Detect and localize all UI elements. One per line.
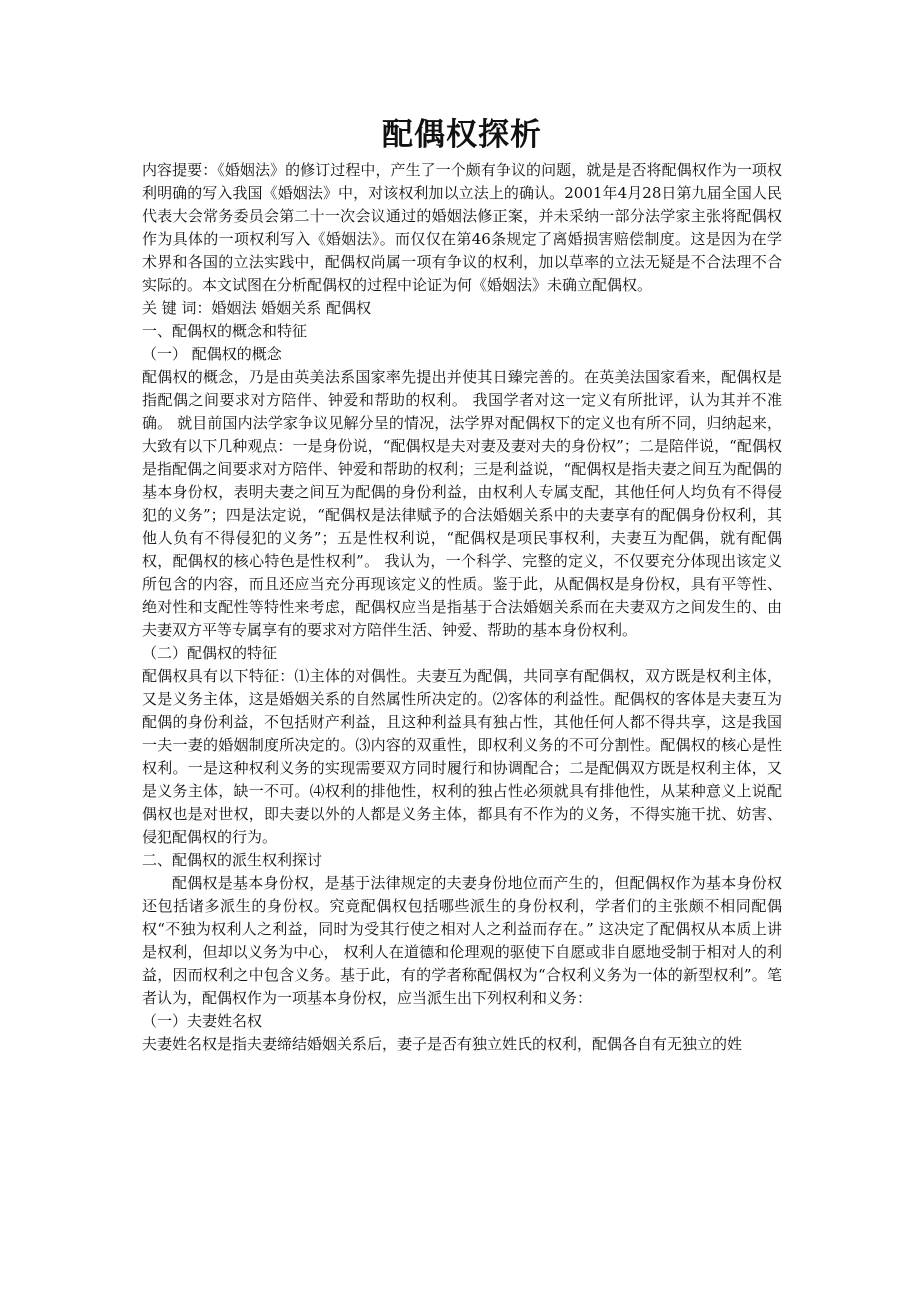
section-2-1-heading: （一）夫妻姓名权 (142, 1012, 263, 1030)
section-1-1-paragraph: 配偶权的概念，乃是由英美法系国家率先提出并使其日臻完善的。在英美法国家看来，配偶权是指配偶之间要求对方陪伴、钟爱和帮助的权利。 我国学者对这一定义有所批评，认为其并不准确。 就目前国内法学家争议见解分呈的情况，法学界对配偶权下的定义也有所不同，归纳起来，大致有以下几种观点：一是身份说，“配偶权是夫对妻及妻对夫的身份权”；二是陪伴说，“配偶权是指配偶之间要求对方陪伴、钟爱和帮助的权利；三是利益说，“配偶权是指夫妻之间互为配偶的基本身份权，表明夫妻之间互为配偶的身份利益，由权利人专属支配，其他任何人均负有不得侵犯的义务”；四是法定说，“配偶权是法律赋予的合法婚姻关系中的夫妻享有的配偶身份权利，其他人负有不得侵犯的义务”；五是性权利说，“配偶权是项民事权利，夫妻互为配偶，就有配偶权，配偶权的核心特色是性权利”。 我认为，一个科学、完整的定义，不仅要充分体现出该定义所包含的内容，而且还应当充分再现该定义的性质。鉴于此，从配偶权是身份权，具有平等性、绝对性和支配性等特性来考虑，配偶权应当是指基于合法婚姻关系而在夫妻双方之间发生的、由夫妻双方平等专属享有的要求对方陪伴生活、钟爱、帮助的基本身份权利。 (142, 368, 782, 639)
section-2-paragraph: 配偶权是基本身份权，是基于法律规定的夫妻身份地位而产生的，但配偶权作为基本身份权还包括诸多派生的身份权。究竟配偶权包括哪些派生的身份权利，学者们的主张颇不相同配偶权“不独为权利人之利益，同时为受其行使之相对人之利益而存在。” 这决定了配偶权从本质上讲是权利，但却以义务为中心， 权利人在道德和伦理观的驱使下自愿或非自愿地受制于相对人的利益，因而权利之中包含义务。基于此，有的学者称配偶权为“合权利义务为一体的新型权利”。笔者认为，配偶权作为一项基本身份权，应当派生出下列权利和义务： (142, 874, 782, 1007)
section-1-2-heading: （二）配偶权的特征 (142, 644, 278, 662)
document-title: 配偶权探析 (382, 117, 542, 153)
abstract-paragraph: 内容提要：《婚姻法》的修订过程中，产生了一个颇有争议的问题，就是是否将配偶权作为一项权利明确的写入我国《婚姻法》中，对该权利加以立法上的确认。2001年4月28日第九届全国人民代表大会常务委员会第二十一次会议通过的婚姻法修正案，并未采纳一部分法学家主张将配偶权作为具体的一项权利写入《婚姻法》。而仅仅在第46条规定了离婚损害赔偿制度。这是因为在学术界和各国的立法实践中，配偶权尚属一项有争议的权利，加以草率的立法无疑是不合法理不合实际的。本文试图在分析配偶权的过程中论证为何《婚姻法》未确立配偶权。 (142, 161, 782, 294)
section-2-heading: 二、配偶权的派生权利探讨 (142, 851, 323, 869)
keywords-line: 关 键 词：婚姻法 婚姻关系 配偶权 (142, 299, 372, 317)
section-2-1-paragraph: 夫妻姓名权是指夫妻缔结婚姻关系后，妻子是否有独立姓氏的权利，配偶各自有无独立的姓 (142, 1035, 743, 1053)
section-1-heading: 一、配偶权的概念和特征 (142, 322, 308, 340)
document-page (142, 112, 782, 1056)
section-1-2-paragraph: 配偶权具有以下特征：⑴主体的对偶性。夫妻互为配偶，共同享有配偶权，双方既是权利主体，又是义务主体，这是婚姻关系的自然属性所决定的。⑵客体的利益性。配偶权的客体是夫妻互为配偶的身份利益，不包括财产利益，且这种利益具有独占性，其他任何人都不得共享，这是我国一夫一妻的婚姻制度所决定的。⑶内容的双重性，即权利义务的不可分割性。配偶权的核心是性权利。一是这种权利义务的实现需要双方同时履行和协调配合；二是配偶双方既是权利主体，又是义务主体，缺一不可。⑷权利的排他性，权利的独占性必须就具有排他性，从某种意义上说配偶权也是对世权，即夫妻以外的人都是义务主体，都具有不作为的义务，不得实施干扰、妨害、侵犯配偶权的行为。 (142, 667, 782, 846)
section-1-1-heading: （一） 配偶权的概念 (142, 345, 282, 363)
